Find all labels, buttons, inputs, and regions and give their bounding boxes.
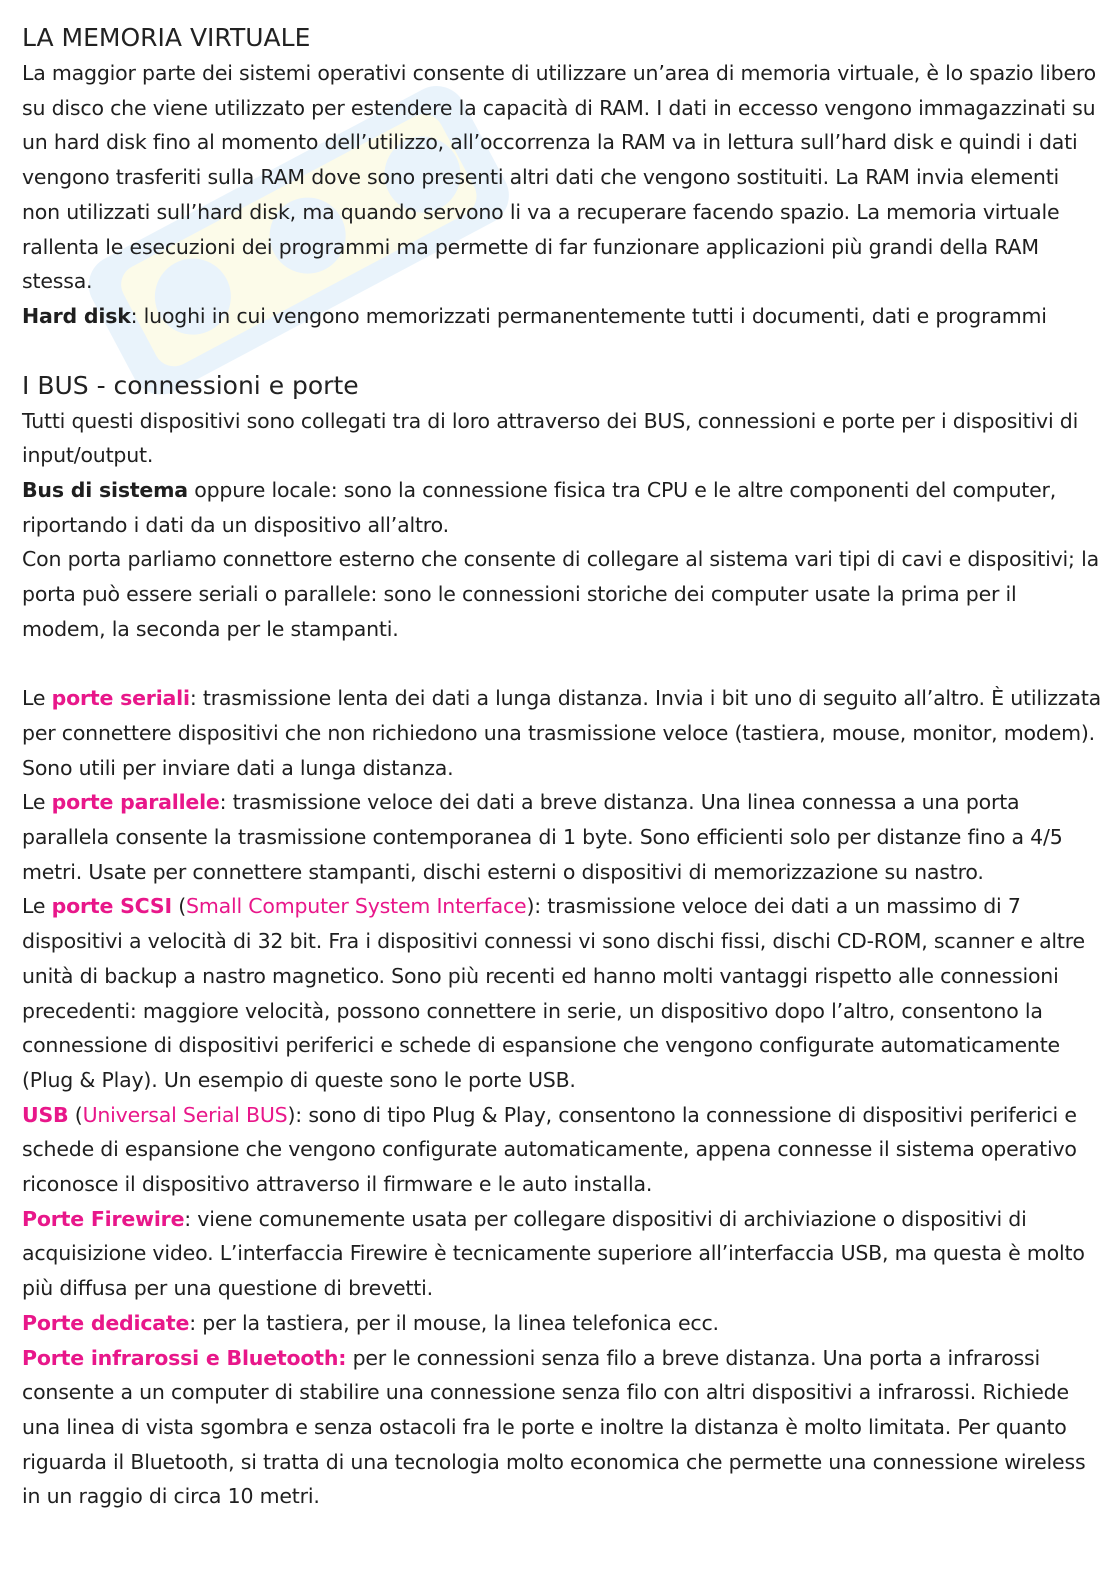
scsi-expansion: Small Computer System Interface [186, 894, 527, 919]
porte-parallele-term: porte parallele [51, 790, 220, 815]
bus-sistema-text: oppure locale: sono la connessione fisica tra CPU e le altre componenti del computer, riportando i dati da un dispositivo all’altro. [22, 478, 1057, 537]
porta-paragraph: Con porta parliamo connettore esterno che consente di collegare al sistema vari tipi di cavi e dispositivi; la porta può essere seriali o parallele: sono le connessioni storiche dei computer usate la prima per il modem, la seconda per le stampanti. [22, 547, 1099, 641]
porte-firewire-term: Porte Firewire [22, 1206, 185, 1231]
bus-section [22, 368, 1102, 1514]
porte-dedicate-text: : per la tastiera, per il mouse, la linea telefonica ecc. [189, 1310, 719, 1335]
porte-infrarossi-text: per le connessioni senza filo a breve distanza. Una porta a infrarossi consente a un computer di stabilire una connessione senza filo con altri dispositivi a infrarossi. Richiede una linea di vista sgombra e senza ostacoli fra le porte e inoltre la distanza è molto limitata. Per quanto riguarda il Bluetooth, si tratta di una tecnologia molto economica che permette una connessione wireless in un raggio di circa 10 metri. [22, 1345, 1086, 1509]
usb-term: USB [22, 1102, 69, 1127]
porte-seriali-text: : trasmissione lenta dei dati a lunga distanza. Invia i bit uno di seguito all’altro. È utilizzata per connettere dispositivi che non richiedono una trasmissione veloce (tastiera, mouse, monitor, modem). Sono utili per inviare dati a lunga distanza. [22, 686, 1102, 780]
usb-definition [22, 1098, 1102, 1202]
hard-disk-definition [22, 299, 1102, 334]
porte-dedicate-term: Porte dedicate [22, 1310, 190, 1335]
porte-firewire-text: : viene comunemente usata per collegare dispositivi di archiviazione o dispositivi di acquisizione video. L’interfaccia Firewire è tecnicamente superiore all’interfaccia USB, ma questa è molto più diffusa per una questione di brevetti. [22, 1206, 1085, 1301]
scsi-prefix: Le [22, 894, 52, 919]
scsi-open-paren: ( [171, 894, 187, 919]
memoria-virtuale-paragraph: La maggior parte dei sistemi operativi consente di utilizzare un’area di memoria virtuale, è lo spazio libero su disco che viene utilizzato per estendere la capacità di RAM. I dati in eccesso vengono immagazzinati su un hard disk fino al momento dell’utilizzo, all’occorrenza la RAM va in lettura sull’hard disk e quindi i dati vengono trasferiti sulla RAM dove sono presenti altri dati che vengono sostituiti. La RAM invia elementi non utilizzati sull’hard disk, ma quando servono li va a recuperare facendo spazio. La memoria virtuale rallenta le esecuzioni dei programmi ma permette di far funzionare applicazioni più grandi della RAM stessa. [22, 61, 1096, 294]
usb-expansion: Universal Serial BUS [82, 1102, 288, 1127]
usb-text: ): sono di tipo Plug & Play, consentono la connessione di dispositivi periferici e schede di espansione che vengono configurate automaticamente, appena connesse il sistema operativo riconosce il dispositivo attraverso il firmware e le auto installa. [22, 1102, 1077, 1197]
parallele-prefix: Le [22, 790, 52, 815]
bus-intro-paragraph: Tutti questi dispositivi sono collegati tra di loro attraverso dei BUS, connessioni e porte per i dispositivi di input/output. [22, 408, 1079, 468]
porte-parallele-text: : trasmissione veloce dei dati a breve distanza. Una linea connessa a una porta parallela consente la trasmissione contemporanea di 1 byte. Sono efficienti solo per distanze fino a 4/5 metri. Usate per connettere stampanti, dischi esterni o dispositivi di memorizzazione su nastro. [22, 790, 1063, 884]
porte-seriali-definition [22, 681, 1102, 785]
porte-dedicate-definition [22, 1306, 1102, 1341]
porte-scsi-text: ): trasmissione veloce dei dati a un massimo di 7 dispositivi a velocità di 32 bit. Fra i dispositivi connessi vi sono dischi fissi, dischi CD-ROM, scanner e altre unità di backup a nastro magnetico. Sono più recenti ed hanno molti vantaggi rispetto alle connessioni precedenti: maggiore velocità, possono connettere in serie, un dispositivo dopo l’altro, consentono la connessione di dispositivi periferici e schede di espansione che vengono configurate automaticamente (Plug & Play). Un esempio di queste sono le porte USB. [22, 894, 1085, 1092]
porte-seriali-term: porte seriali [51, 686, 190, 711]
document-page [22, 20, 1102, 1514]
section-title-bus: I BUS - connessioni e porte [22, 370, 359, 400]
porte-firewire-definition [22, 1202, 1102, 1306]
porte-infrarossi-term: Porte infrarossi e Bluetooth: [22, 1345, 347, 1370]
porte-infrarossi-definition [22, 1341, 1102, 1515]
porte-scsi-term: porte SCSI [51, 894, 172, 919]
bus-sistema-definition [22, 473, 1102, 542]
porte-parallele-definition [22, 785, 1102, 889]
porte-scsi-definition [22, 889, 1102, 1097]
seriali-prefix: Le [22, 686, 52, 711]
hard-disk-term: Hard disk [22, 303, 131, 328]
section-title-memoria-virtuale: LA MEMORIA VIRTUALE [22, 23, 311, 52]
paragraph-gap [22, 647, 1102, 682]
usb-open-paren: ( [68, 1102, 83, 1127]
hard-disk-text: : luoghi in cui vengono memorizzati permanentemente tutti i documenti, dati e programmi [130, 303, 1047, 328]
bus-sistema-term: Bus di sistema [22, 478, 188, 503]
